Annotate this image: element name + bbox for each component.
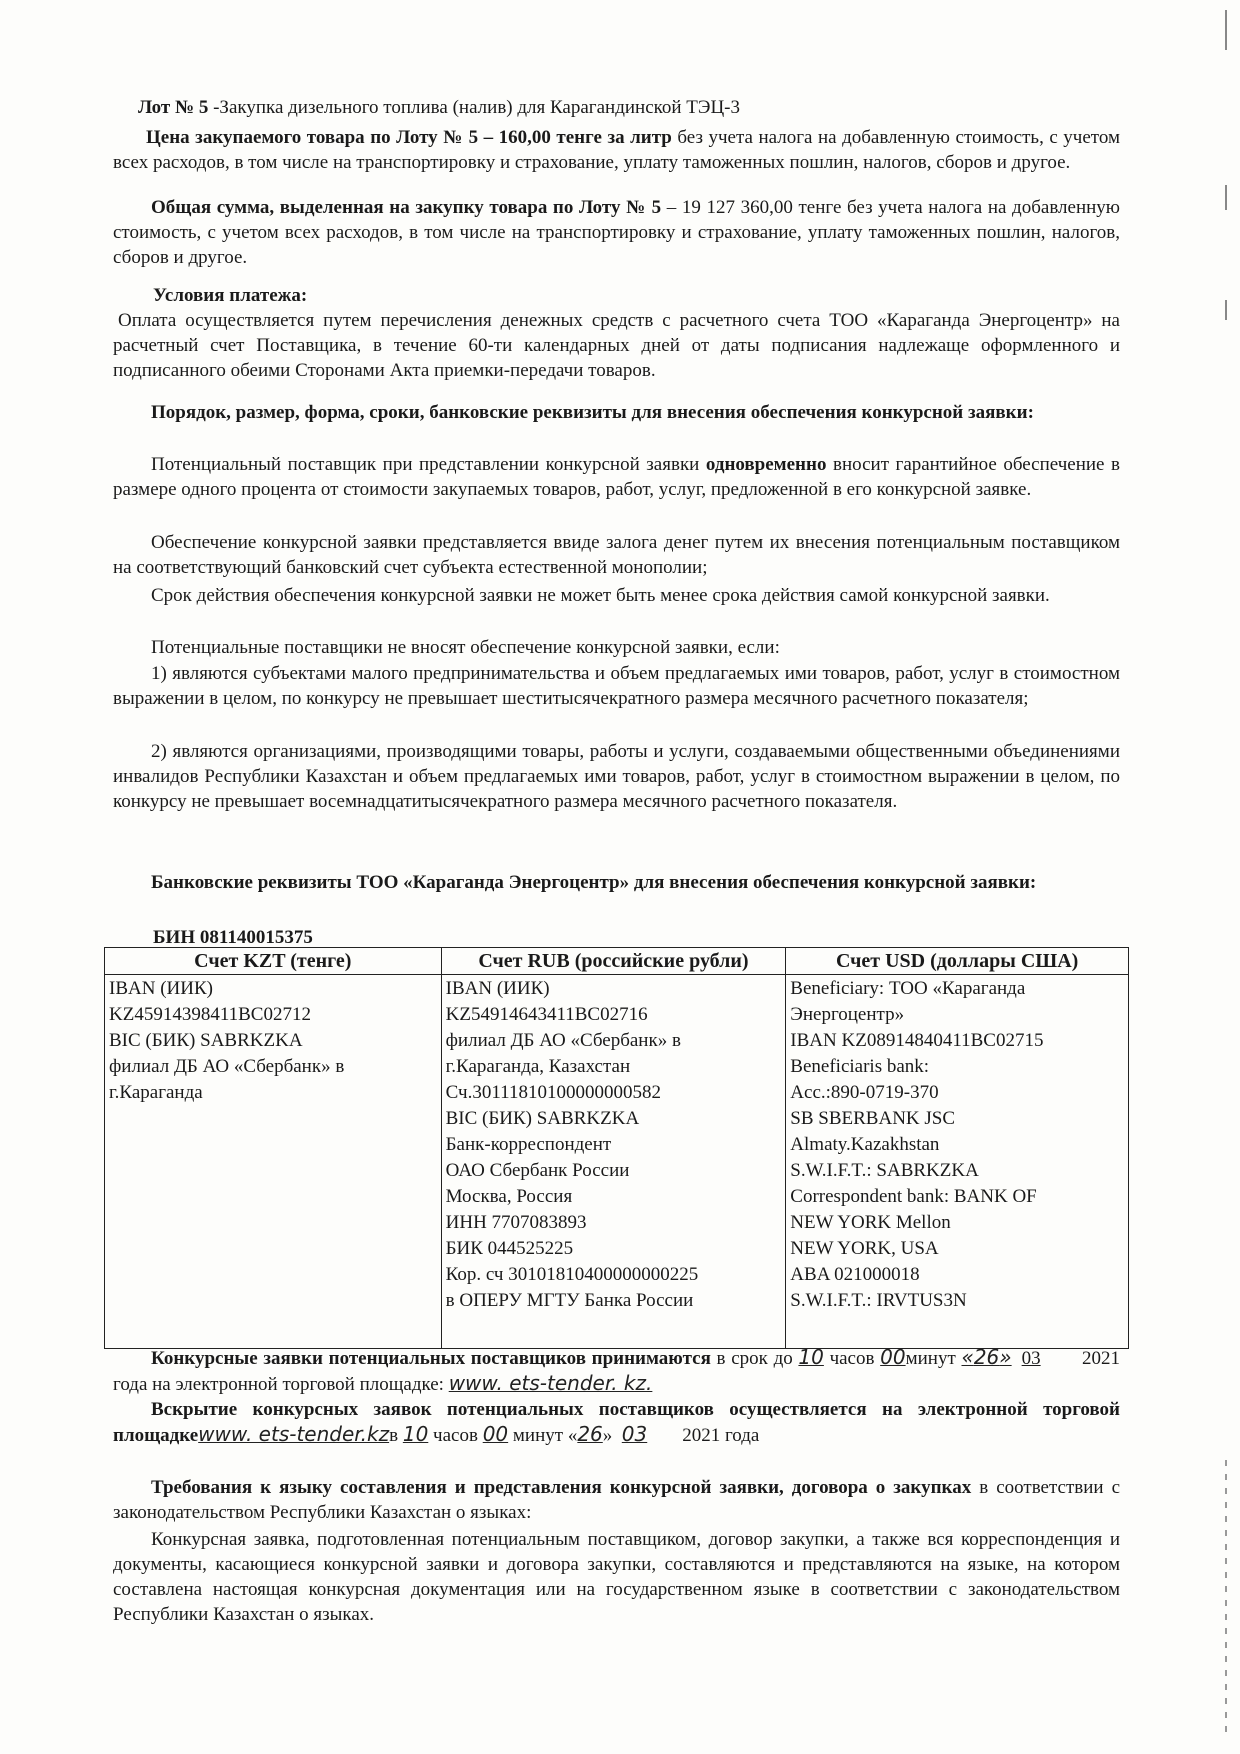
bank-details-table	[104, 947, 1129, 1349]
language-text: Конкурсная заявка, подготовленная потенциальным поставщиком, договор закупки, а также вся корреспонденция и документы, касающиеся конкурсной заявки и договора закупки, составляются и представляются на языке, на котором составлена настоящая конкурсная документация или на государственном языке в соответствии с законодательством Республики Казахстан о языках.	[113, 1529, 1120, 1625]
rub-line: KZ54914643411BC02716	[445, 1004, 648, 1025]
opening-text: часов	[428, 1425, 483, 1446]
security-paragraph-4: Потенциальные поставщики не вносят обеспечение конкурсной заявки, если:	[151, 637, 780, 658]
header-kzt: Счет KZT (тенге)	[105, 948, 442, 975]
security-paragraph-6: 2) являются организациями, производящими товары, работы и услуги, создаваемыми общественными объединениями инвалидов Республики Казахстан и объем предлагаемых ими товаров, работ, услуг в стоимостном выражении в целом, по конкурсу не превышает восемнадцатитысячекратного размера месячного расчетного показателя.	[113, 741, 1120, 812]
rub-account-cell	[441, 975, 786, 1349]
deadline-day: 26	[973, 1345, 1000, 1369]
usd-line: NEW YORK Mellon	[790, 1212, 951, 1233]
deadline-paragraph	[113, 1345, 1120, 1397]
usd-line: S.W.I.F.T.: IRVTUS3N	[790, 1290, 967, 1311]
table-row	[105, 975, 1129, 1349]
scan-margin-mark	[1225, 10, 1227, 50]
kzt-line: IBAN (ИИК)	[109, 978, 213, 999]
usd-line: ABA 021000018	[790, 1264, 920, 1285]
rub-line: ОАО Сбербанк России	[445, 1160, 630, 1181]
usd-line: SB SBERBANK JSC	[790, 1108, 956, 1129]
rub-line: Кор. сч 30101810400000000225	[445, 1264, 699, 1285]
security-paragraph-3: Срок действия обеспечения конкурсной заявки не может быть менее срока действия самой конкурсной заявки.	[151, 585, 1050, 606]
kzt-line: KZ45914398411BC02712	[109, 1004, 311, 1025]
rub-line: Банк-корреспондент	[445, 1134, 612, 1155]
bank-bin: БИН 081140015375	[153, 927, 313, 948]
header-usd: Счет USD (доллары США)	[786, 948, 1129, 975]
lot-prefix: Лот № 5	[138, 97, 209, 118]
lot-title-text: -Закупка дизельного топлива (налив) для Карагандинской ТЭЦ-3	[208, 97, 741, 118]
security-paragraph-1	[113, 452, 1120, 502]
opening-quote-close: »	[602, 1425, 613, 1446]
deadline-text: в срок до	[710, 1348, 799, 1369]
opening-quote-open: «	[567, 1425, 578, 1446]
usd-line: Almaty.Kazakhstan	[790, 1134, 940, 1155]
language-heading-bold: Требования к языку составления и представления конкурсной заявки, договора о закупках	[151, 1477, 972, 1498]
opening-hour: 10	[402, 1422, 429, 1446]
bank-heading: Банковские реквизиты ТОО «Караганда Энергоцентр» для внесения обеспечения конкурсной заявки:	[151, 872, 1037, 893]
usd-line: NEW YORK, USA	[790, 1238, 939, 1259]
table-header-row	[105, 948, 1129, 975]
usd-line: Beneficiaris bank:	[790, 1056, 930, 1077]
price-label: Цена закупаемого товара по Лоту № 5 – 160,00 тенге за литр	[146, 127, 672, 148]
deadline-quote-open: «	[961, 1345, 974, 1369]
deadline-label: Конкурсные заявки потенциальных поставщиков принимаются	[151, 1348, 711, 1369]
payment-heading: Условия платежа:	[153, 285, 308, 306]
rub-line: филиал ДБ АО «Сбербанк» в	[445, 1030, 681, 1051]
security-p1-b: одновременно	[705, 454, 827, 475]
kzt-line: г.Караганда	[109, 1082, 203, 1103]
total-label: Общая сумма, выделенная на закупку товара по Лоту № 5	[151, 197, 662, 218]
price-text: без учета налога на добавленную стоимость, с учетом всех расходов, в том числе на транспортировку и страхование, уплату таможенных пошлин, налогов, сборов и другое.	[113, 127, 1120, 173]
rub-line: IBAN (ИИК)	[445, 978, 550, 999]
opening-paragraph	[113, 1397, 1120, 1448]
lot-title	[113, 95, 1120, 120]
opening-label: Вскрытие конкурсных заявок потенциальных поставщиков осуществляется на электронной торговой площадке	[113, 1399, 1120, 1446]
usd-account-cell	[786, 975, 1129, 1349]
usd-line: Beneficiary: ТОО «Караганда	[790, 978, 1026, 999]
rub-line: BIC (БИК) SABRKZKA	[445, 1108, 640, 1129]
deadline-quote-close: »	[999, 1345, 1012, 1369]
deadline-text: минут	[905, 1348, 956, 1369]
payment-text: Оплата осуществляется путем перечисления денежных средств с расчетного счета ТОО «Караганда Энергоцентр» на расчетный счет Поставщика, в течение 60-ти календарных дней от даты подписания надлежаще оформленного и подписанного обеими Сторонами Акта приемки-передачи товаров.	[113, 310, 1120, 381]
kzt-line: филиал ДБ АО «Сбербанк» в	[109, 1056, 345, 1077]
scan-margin-mark	[1225, 185, 1227, 210]
opening-month: 03	[621, 1422, 648, 1446]
deadline-text: 2021 года на электронной торговой площадке:	[113, 1348, 1121, 1395]
usd-line: Энергоцентр»	[790, 1004, 905, 1025]
rub-line: Москва, Россия	[445, 1186, 573, 1207]
total-text: – 19 127 360,00 тенге без учета налога на добавленную стоимость, с учетом всех расходов, в том числе на транспортировку и страхование, уплату таможенных пошлин, налогов, сборов и другое.	[113, 197, 1120, 268]
scan-margin-mark	[1225, 1460, 1227, 1740]
header-rub: Счет RUB (российские рубли)	[441, 948, 786, 975]
security-paragraph-5: 1) являются субъектами малого предпринимательства и объем предлагаемых ими товаров, работ, услуг в стоимостном выражении в целом, по конкурсу не превышает шеститысячекратного размера месячного расчетного показателя;	[113, 663, 1120, 709]
opening-day: 26	[577, 1422, 603, 1446]
usd-line: Correspondent bank: BANK OF	[790, 1186, 1037, 1207]
price-paragraph	[113, 125, 1120, 175]
deadline-hour: 10	[798, 1345, 824, 1369]
rub-line: в ОПЕРУ МГТУ Банка России	[445, 1290, 694, 1311]
opening-site: www. ets-tender.kz	[198, 1422, 390, 1446]
deadline-site: www. ets-tender. kz.	[448, 1371, 653, 1395]
opening-text: в	[389, 1425, 403, 1446]
deadline-minutes: 00	[880, 1345, 906, 1369]
deadline-text: часов	[823, 1348, 881, 1369]
opening-text: 2021 года	[682, 1425, 760, 1446]
opening-text: минут	[508, 1425, 568, 1446]
usd-line: IBAN KZ08914840411BC02715	[790, 1030, 1044, 1051]
security-paragraph-2: Обеспечение конкурсной заявки представляется ввиде залога денег путем их внесения потенциальным поставщиком на соответствующий банковский счет субъекта естественной монополии;	[113, 532, 1120, 578]
total-paragraph	[113, 195, 1120, 270]
security-heading: Порядок, размер, форма, сроки, банковские реквизиты для внесения обеспечения конкурсной заявки:	[151, 402, 1034, 423]
deadline-month: 03	[1021, 1348, 1041, 1369]
kzt-line: BIC (БИК) SABRKZKA	[109, 1030, 303, 1051]
language-heading	[113, 1475, 1120, 1525]
kzt-account-cell	[105, 975, 442, 1349]
security-p1-a: Потенциальный поставщик при представлении конкурсной заявки	[151, 454, 706, 475]
rub-line: Сч.30111810100000000582	[445, 1082, 661, 1103]
rub-line: БИК 044525225	[445, 1238, 574, 1259]
rub-line: г.Караганда, Казахстан	[445, 1056, 631, 1077]
usd-line: S.W.I.F.T.: SABRKZKA	[790, 1160, 979, 1181]
rub-line: ИНН 7707083893	[445, 1212, 587, 1233]
security-p1-c: вносит гарантийное обеспечение в размере одного процента от стоимости закупаемых товаров, работ, услуг, предложенной в его конкурсной заявке.	[113, 454, 1120, 500]
scan-margin-mark	[1225, 300, 1227, 320]
language-heading-rest: в соответствии с законодательством Республики Казахстан о языках:	[113, 1477, 1120, 1523]
usd-line: Acc.:890-0719-370	[790, 1082, 939, 1103]
opening-minutes: 00	[482, 1422, 509, 1446]
